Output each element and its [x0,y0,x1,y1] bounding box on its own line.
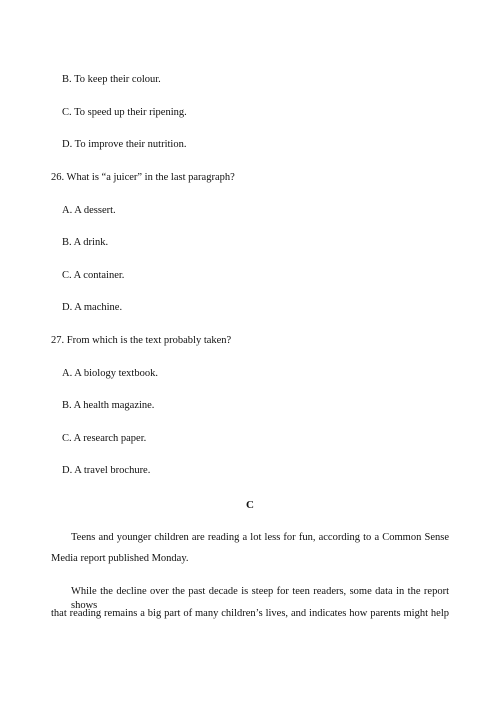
q27-option-c: C. A research paper. [62,433,147,444]
q27-option-d: D. A travel brochure. [62,465,151,476]
q27-option-a: A. A biology textbook. [62,368,158,379]
paragraph-2-line-1: While the decline over the past decade is steep for teen readers, some data in the report shows [71,586,449,611]
q25-option-d: D. To improve their nutrition. [62,139,187,150]
paragraph-1-line-2: Media report published Monday. [51,553,189,564]
q26-option-d: D. A machine. [62,302,123,313]
question-26: 26. What is “a juicer” in the last paragraph? [51,172,235,183]
q27-option-b: B. A health magazine. [62,400,155,411]
q26-option-c: C. A container. [62,270,125,281]
q26-option-a: A. A dessert. [62,205,116,216]
section-heading: C [246,499,254,511]
q26-option-b: B. A drink. [62,237,109,248]
paragraph-2-line-2: that reading remains a big part of many children’s lives, and indicates how parents might help [51,608,449,619]
q25-option-c: C. To speed up their ripening. [62,107,187,118]
paragraph-1-line-1: Teens and younger children are reading a lot less for fun, according to a Common Sense [71,532,449,543]
question-27: 27. From which is the text probably taken? [51,335,232,346]
q25-option-b: B. To keep their colour. [62,74,161,85]
